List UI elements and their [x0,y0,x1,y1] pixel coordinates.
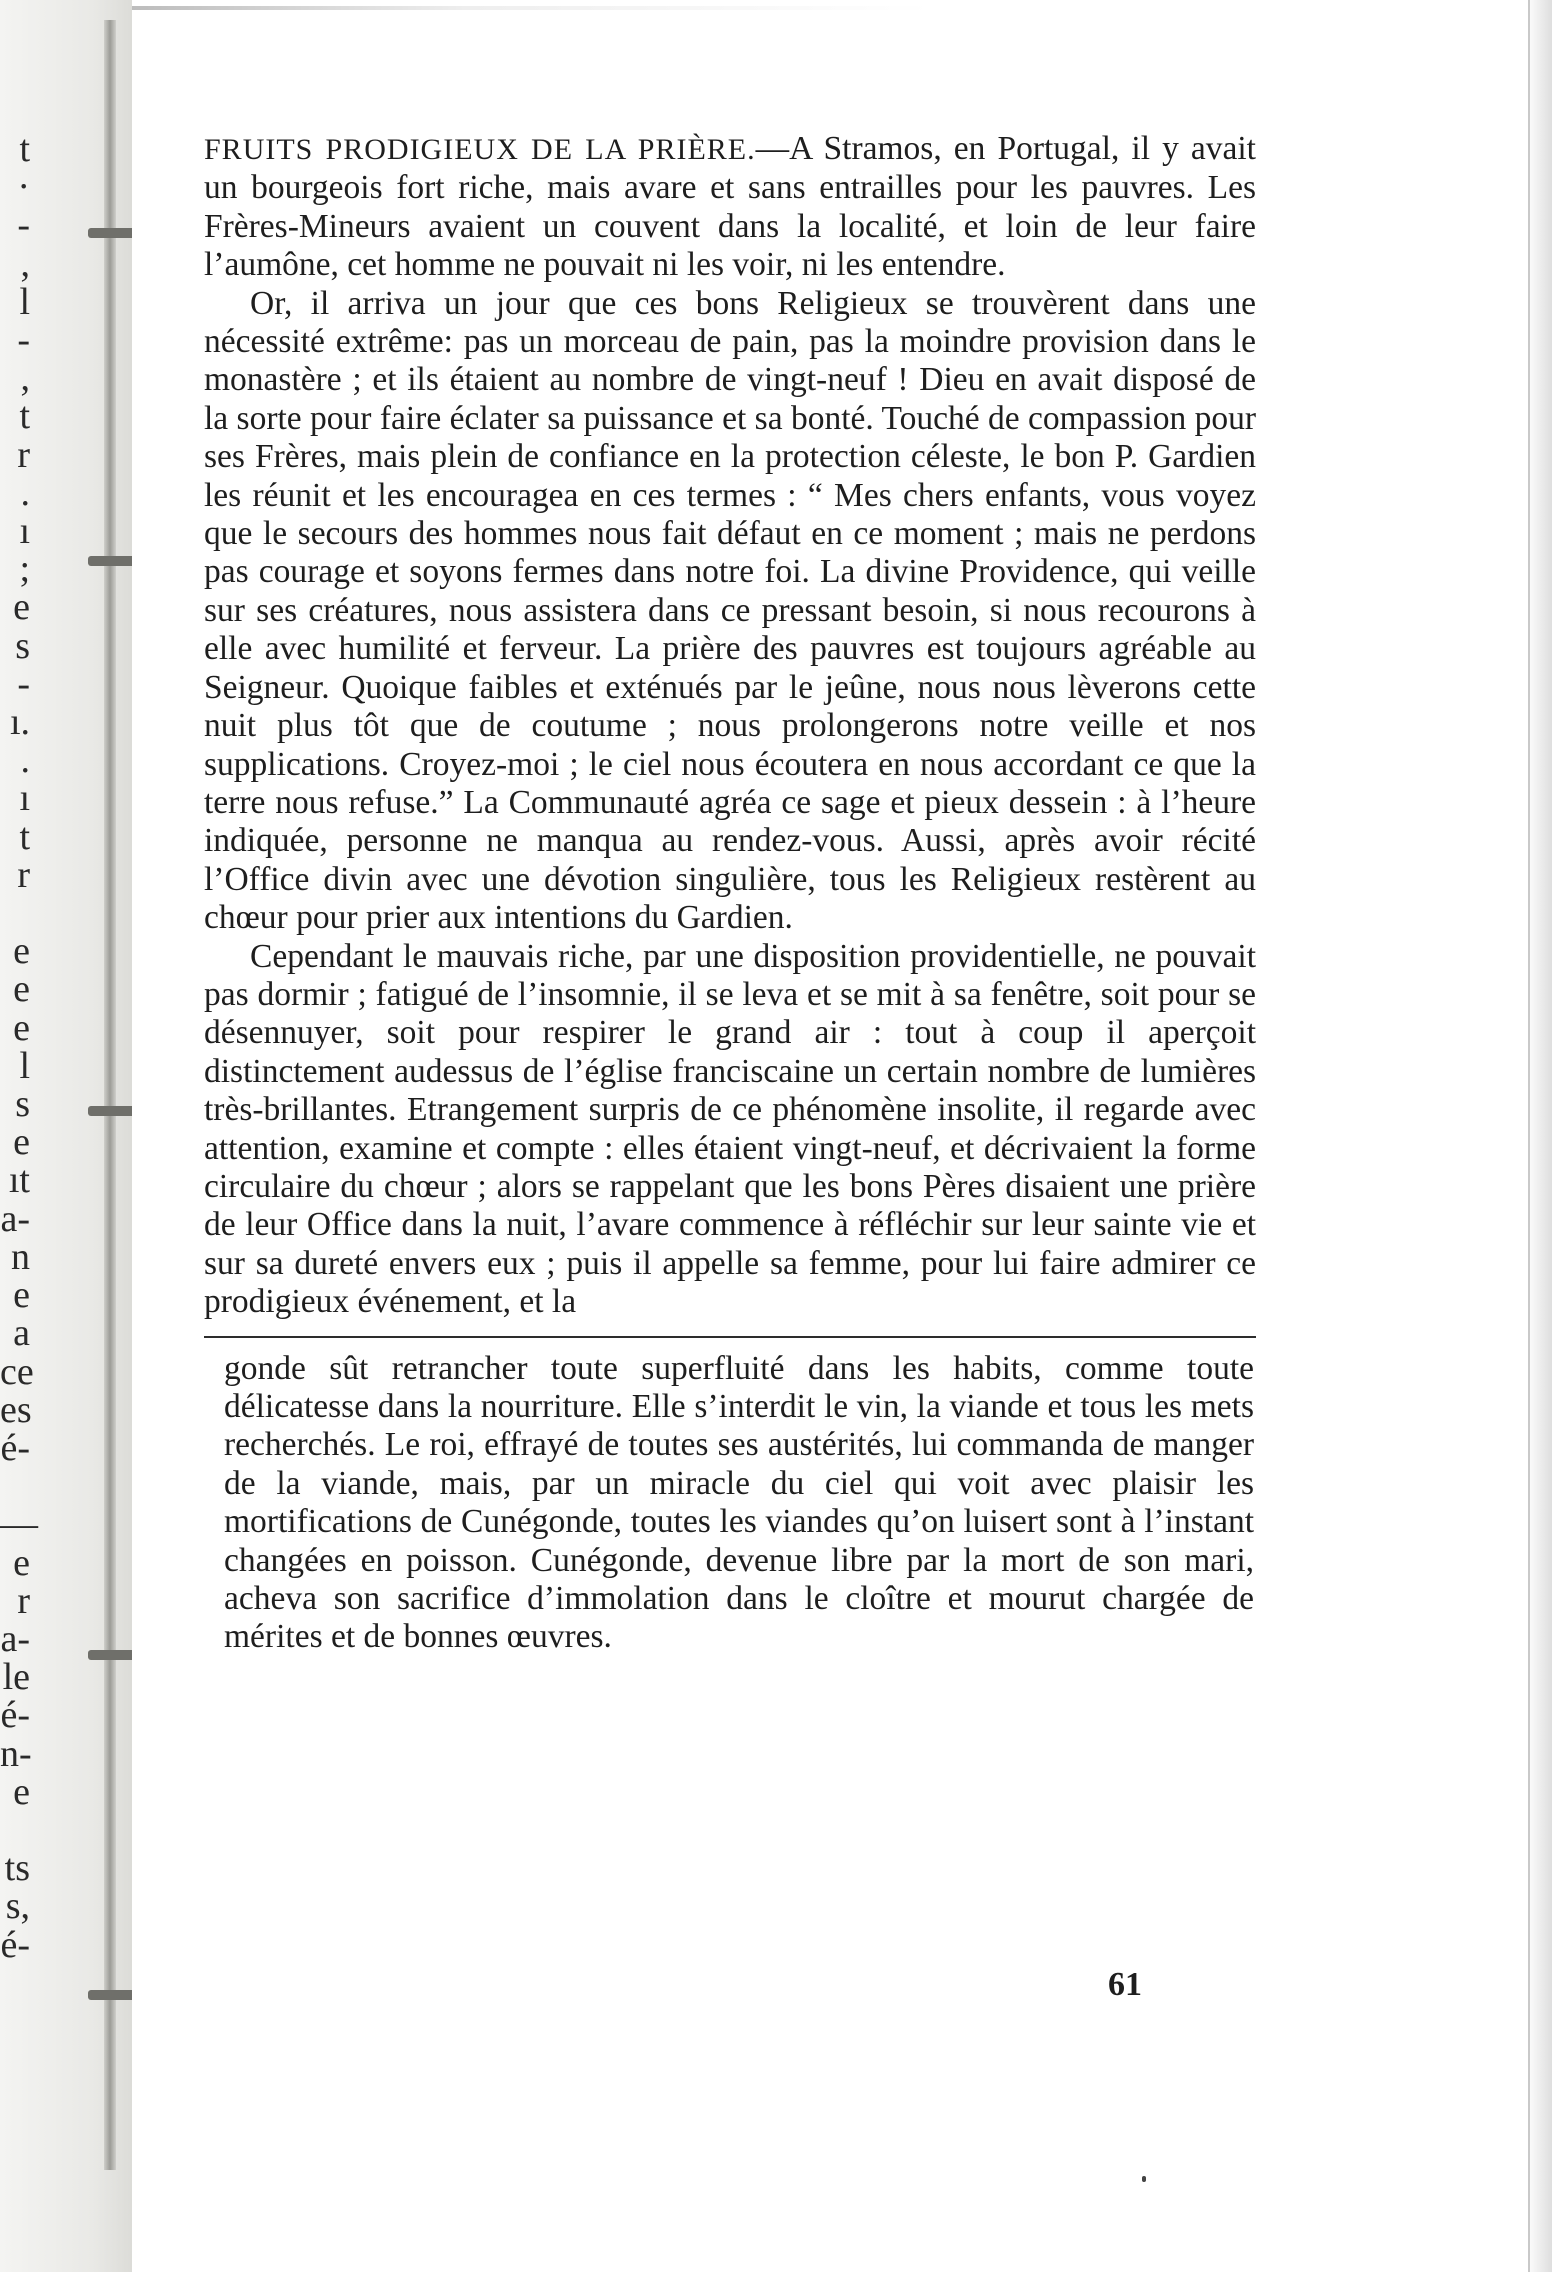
paragraph-1 [204,130,1256,285]
page-top-edge [0,6,1552,10]
binding-stitch [88,228,132,238]
binding-stitch [88,1990,132,2000]
previous-page-margin-text: t · - , l - , t r . ı ; e s - ı. . ı t r e e e l s e ıt a- n e a ce es é- — e r a- le é- n- e ts s, é- [0,128,38,1966]
article-heading: FRUITS PRODIGIEUX DE LA PRIÈRE. [204,133,756,166]
page-number: 61 [1108,1966,1142,2003]
binding-stitch [88,556,132,566]
footnote-separator [204,1336,1256,1338]
binding-stitch [88,1650,132,1660]
binding-thread [104,20,116,2170]
paragraph-1-text: —A Stramos, en Portugal, il y avait un bourgeois fort riche, mais avare et sans entrailles pour les pauvres. Les Frères-Mineurs avaient un couvent dans la localité, et loin de leur faire l’aumône, cet homme ne pouvait ni les voir, ni les entendre. [204,130,1256,284]
binding-stitch [88,1106,132,1116]
page-body [204,130,1256,1657]
paragraph-3: Cependant le mauvais riche, par une disposition providentielle, ne pouvait pas dormir ; fatigué de l’insomnie, il se leva et se mit à sa fenêtre, soit pour se désennuyer, soit pour respirer le grand air : tout à coup il aperçoit distinctement audessus de l’église franciscaine un certain nombre de lumières très-brillantes. Etrangement surpris de ce phénomène insolite, il regarde avec attention, examine et compte : elles étaient vingt-neuf, et décrivaient la forme circulaire du chœur ; alors se rappelant que les bons Pères disaient une prière de leur Office dans la nuit, l’avare commence à réfléchir sur leur sainte vie et sur sa dureté envers eux ; puis il appelle sa femme, pour lui faire admirer ce prodigieux événement, et la [204,937,1256,1321]
paragraph-2: Or, il arriva un jour que ces bons Religieux se trouvèrent dans une nécessité extrême: pas un morceau de pain, pas la moindre provision dans le monastère ; et ils étaient au nombre de vingt-neuf ! Dieu en avait disposé de la sorte pour faire éclater sa puissance et sa bonté. Touché de compassion pour ses Frères, mais plein de confiance en la protection céleste, le bon P. Gardien les réunit et les encouragea en ces termes : “ Mes chers enfants, vous voyez que le secours des hommes nous fait défaut en ce moment ; mais ne perdons pas courage et soyons fermes dans notre foi. La divine Providence, qui veille sur ses créatures, nous assistera dans ce pressant besoin, si nous recourons à elle avec humilité et ferveur. La prière des pauvres est toujours agréable au Seigneur. Quoique faibles et exténués par le jeûne, nous nous lèverons cette nuit plus tôt que de coutume ; nous prolongerons notre veille et nos supplications. Croyez-moi ; le ciel nous écoutera en nous accordant ce que la terre nous refuse.” La Communauté agréa ce sage et pieux dessein : à l’heure indiquée, personne ne manqua au rendez-vous. Aussi, après avoir récité l’Office divin avec une dévotion singulière, tous les Religieux restèrent au chœur pour prier aux intentions du Gardien. [204,284,1256,937]
page-right-edge [1528,0,1552,2272]
book-binding [0,0,132,2272]
paper-speck [1142,2176,1146,2182]
footnote-text: gonde sût retrancher toute superfluité dans les habits, comme toute délicatesse dans la nourriture. Elle s’interdit le vin, la viande et tous les mets recherchés. Le roi, effrayé de toutes ses austérités, lui commanda de manger de la viande, mais, par un miracle du ciel qui voit avec plaisir les mortifications de Cunégonde, toutes les viandes qu’on luisert sont à l’instant changées en poisson. Cunégonde, devenue libre par la mort de son mari, acheva son sacrifice d’immolation dans le cloître et mourut chargée de mérites et de bonnes œuvres. [224,1349,1254,1656]
